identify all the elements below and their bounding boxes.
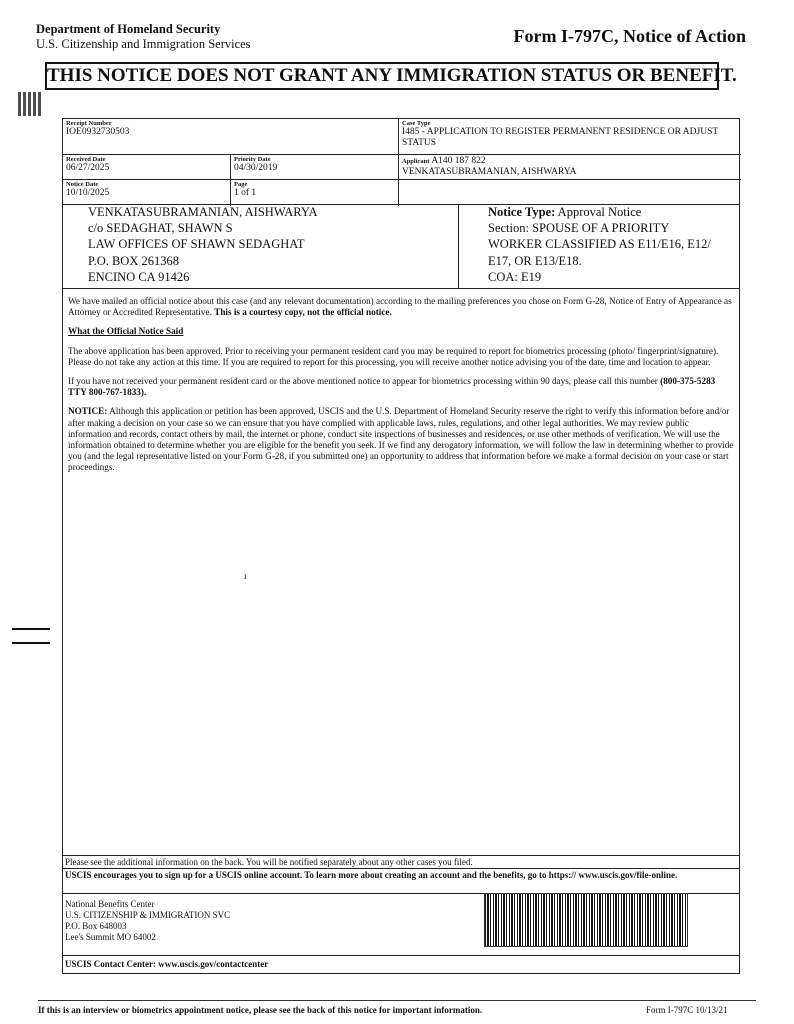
case-type-cell (399, 119, 741, 155)
paragraph-text: Although this application or petition has been approved, USCIS and the U.S. Department of Homeland Security reserve the right to verify this information before and/or after making a decision on your case so we can ensure that you have complied with applicable laws, rules, regulations, and other legal authorities. We may review public information and records, contact others by mail, the internet or phone, conduct site inspections of businesses and residences, or use other methods of verification. We will use the information obtained to determine whether you are eligible for the benefit you seek. If we find any derogatory information, we will follow the law in determining whether to provide you (and the legal representative listed on your Form G-28, if you submitted one) an opportunity to address that information before we make a formal decision on your case or start proceedings. (68, 406, 734, 473)
bottom-note: If this is an interview or biometrics appointment notice, please see the back of this notice for important information. (38, 1005, 483, 1015)
stray-mark: ı (244, 571, 247, 581)
receipt-number-cell (63, 119, 399, 155)
receipt-number-label: Receipt Number (66, 120, 112, 127)
bottom-rule (38, 1000, 756, 1001)
received-date-label: Received Date (66, 156, 106, 163)
mailing-address (88, 204, 318, 285)
notice-type-label: Notice Type: (488, 205, 556, 219)
paragraph-text: If you have not received your permanent resident card or the above mentioned notice to appear for biometrics processing within 90 days, please call this number (68, 376, 661, 387)
notice-date-cell (63, 180, 231, 206)
official-notice-heading: What the Official Notice Said (68, 326, 184, 337)
office-line: U.S. CITIZENSHIP & IMMIGRATION SVC (65, 910, 231, 920)
notice-type-block (488, 204, 748, 285)
notice-line: Section: SPOUSE OF A PRIORITY (488, 221, 670, 236)
address-line: ENCINO CA 91426 (88, 269, 190, 284)
courtesy-copy-note: This is a courtesy copy, not the official notice. (214, 307, 392, 318)
form-id: Form I-797C 10/13/21 (646, 1005, 728, 1015)
applicant-number: A140 187 822 (431, 156, 486, 166)
notice-line: WORKER CLASSIFIED AS E11/E16, E12/ (488, 237, 711, 252)
approval-paragraph: The above application has been approved. Prior to receiving your permanent resident card you may be required to report for biometrics processing (photo/ fingerprint/signature). Please do not take any action at this time. If you are required to report for this processing, you will receive another notice advising you of the date, time and location to appear. (68, 345, 719, 367)
additional-info-row: Please see the additional information on the back. You will be notified separately about any other cases you filed. (62, 855, 740, 868)
margin-mark (12, 628, 50, 630)
barcode-icon (484, 893, 688, 947)
case-type-label: Case Type (402, 120, 431, 127)
notice-paragraph (68, 406, 734, 473)
address-divider (458, 204, 459, 288)
qr-code-icon (18, 92, 42, 116)
paragraph-text: We have mailed an official notice about this case (and any relevant documentation) according to the mailing preferences you chose on Form G-28, Notice of Entry of Appearance as Attorney or Accredited Representative. (68, 296, 732, 318)
notice-date-label: Notice Date (66, 181, 99, 188)
department-name: Department of Homeland Security (36, 22, 221, 36)
office-line: P.O. Box 648003 (65, 921, 127, 931)
applicant-cell (399, 155, 741, 180)
margin-mark (12, 642, 50, 644)
contact-paragraph (68, 376, 734, 398)
receipt-number: IOE0932730503 (66, 127, 130, 137)
notice-line: E17, OR E13/E18. (488, 253, 582, 268)
agency-header (36, 22, 251, 52)
status-banner: THIS NOTICE DOES NOT GRANT ANY IMMIGRATION STATUS OR BENEFIT. (45, 62, 719, 90)
page-label: Page (234, 181, 248, 188)
address-line: LAW OFFICES OF SHAWN SEDAGHAT (88, 237, 305, 252)
online-account-row: USCIS encourages you to sign up for a USCIS online account. To learn more about creating an account and the benefits, go to https:// www.uscis.gov/file-online. (62, 868, 740, 893)
phone-number: (800-375-5283 TTY 800-767-1833). (68, 376, 716, 398)
case-info-grid (62, 118, 740, 205)
form-title: Form I-797C, Notice of Action (513, 26, 746, 46)
address-line: c/o SEDAGHAT, SHAWN S (88, 221, 233, 236)
office-address (65, 899, 230, 943)
notice-type-value: Approval Notice (557, 205, 642, 219)
office-line: Lee's Summit MO 64002 (65, 932, 156, 942)
case-type: I485 - APPLICATION TO REGISTER PERMANENT RESIDENCE OR ADJUST STATUS (402, 127, 718, 148)
received-date: 06/27/2025 (66, 163, 110, 173)
address-line: P.O. BOX 261368 (88, 253, 179, 268)
priority-date-cell (231, 155, 399, 180)
address-line: VENKATASUBRAMANIAN, AISHWARYA (88, 205, 318, 219)
page-cell (231, 180, 399, 206)
received-date-cell (63, 155, 231, 180)
priority-date: 04/30/2019 (234, 163, 278, 173)
service-name: U.S. Citizenship and Immigration Services (36, 37, 251, 51)
notice-line: COA: E19 (488, 269, 542, 284)
footer-box (62, 855, 740, 974)
office-line: National Benefits Center (65, 899, 155, 909)
courtesy-paragraph (68, 296, 734, 318)
page-number: 1 of 1 (234, 188, 257, 198)
address-section-divider (62, 288, 740, 289)
notice-body-text (68, 296, 734, 482)
applicant-label: Applicant (402, 158, 430, 165)
priority-date-label: Priority Date (234, 156, 271, 163)
notice-label: NOTICE: (68, 406, 108, 417)
applicant-name: VENKATASUBRAMANIAN, AISHWARYA (402, 167, 577, 177)
contact-center-row: USCIS Contact Center: www.uscis.gov/contactcenter (62, 955, 740, 974)
notice-date: 10/10/2025 (66, 188, 110, 198)
